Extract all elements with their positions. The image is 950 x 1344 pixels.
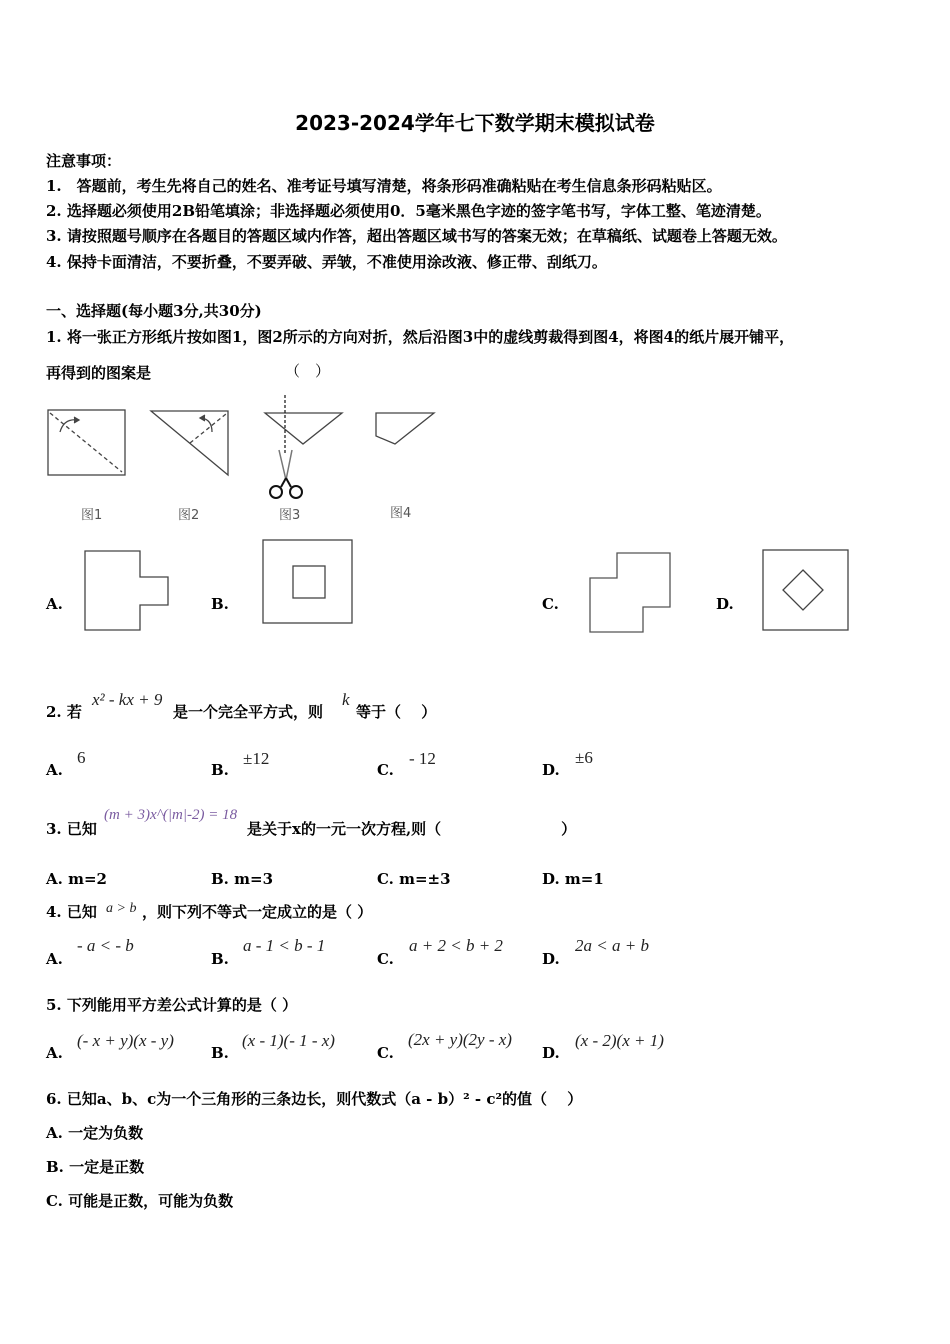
option-label: D. xyxy=(716,595,734,613)
notice-heading: 注意事项： xyxy=(46,152,122,170)
question-4-suffix: ，则下列不等式一定成立的是（ ） xyxy=(142,903,373,921)
question-2-variable: k xyxy=(342,690,350,709)
question-4-condition: a > b xyxy=(106,901,137,916)
notice-item: 2. 选择题必须使用2B铅笔填涂；非选择题必须使用0．5毫米黑色字迹的签字笔书写，字体工整、笔迹清楚。 xyxy=(46,202,771,220)
figure-label: 图2 xyxy=(178,508,200,523)
option-label: D. xyxy=(542,761,560,779)
option: C. 可能是正数，可能为负数 xyxy=(46,1192,234,1210)
option-value: - a < - b xyxy=(77,936,134,955)
answer-blank: （ ） xyxy=(285,362,331,380)
figure-label: 图1 xyxy=(81,508,103,523)
figure-2 xyxy=(151,411,228,475)
question-2-expression: x² - kx + 9 xyxy=(92,690,163,709)
page-title: 2023-2024学年七下数学期末模拟试卷 xyxy=(295,111,655,135)
option-value: a + 2 < b + 2 xyxy=(409,936,503,955)
question-1-stem-cont: 再得到的图案是 xyxy=(46,364,152,382)
question-4-prefix: 4. 已知 xyxy=(46,903,97,921)
option-label: C. xyxy=(377,1044,394,1062)
scissors-icon xyxy=(270,450,302,498)
option-value: 2a < a + b xyxy=(575,936,649,955)
figure-1 xyxy=(48,410,125,475)
question-3-prefix: 3. 已知 xyxy=(46,820,97,838)
option-value: (x - 2)(x + 1) xyxy=(575,1031,664,1050)
option-label: D. xyxy=(542,1044,560,1062)
option-value: - 12 xyxy=(409,749,436,768)
option-value: ±12 xyxy=(243,749,270,768)
option-label: C. xyxy=(377,950,394,968)
option-value: ±6 xyxy=(575,748,593,767)
option-label: B. xyxy=(211,595,229,613)
option-d-figure xyxy=(763,550,848,630)
question-1-stem: 1. 将一张正方形纸片按如图1，图2所示的方向对折，然后沿图3中的虚线剪裁得到图4，将图4的纸片展开铺平， xyxy=(46,328,795,346)
figure-label: 图4 xyxy=(390,506,412,521)
option-label: A. xyxy=(46,1044,63,1062)
figure-3 xyxy=(265,395,342,455)
option-value: a - 1 < b - 1 xyxy=(243,936,326,955)
notice-item: 4. 保持卡面清洁，不要折叠，不要弄破、弄皱，不准使用涂改液、修正带、刮纸刀。 xyxy=(46,253,607,271)
option-value: (2x + y)(2y - x) xyxy=(408,1030,512,1049)
figure-4 xyxy=(376,413,434,444)
option: D. m=1 xyxy=(542,870,604,888)
notice-item: 3. 请按照题号顺序在各题目的答题区域内作答，超出答题区域书写的答案无效；在草稿纸、试题卷上答题无效。 xyxy=(46,227,787,245)
option: C. m=±3 xyxy=(377,870,451,888)
option: A. m=2 xyxy=(46,870,107,888)
option-label: B. xyxy=(211,761,229,779)
question-2-prefix: 2. 若 xyxy=(46,703,82,721)
question-2-text: 是一个完全平方式，则 xyxy=(173,703,324,721)
option-c-figure xyxy=(590,553,670,632)
option-a-figure xyxy=(85,551,168,630)
option-value: 6 xyxy=(77,748,86,767)
question-6-stem: 6. 已知a、b、c为一个三角形的三条边长，则代数式（a - b）² - c²的值（ ） xyxy=(46,1090,583,1108)
option: A. 一定为负数 xyxy=(46,1124,144,1142)
option: B. 一定是正数 xyxy=(46,1158,145,1176)
option-value: (- x + y)(x - y) xyxy=(77,1031,174,1050)
option-label: B. xyxy=(211,1044,229,1062)
question-3-equation: (m + 3)x^(|m|-2) = 18 xyxy=(104,807,238,823)
option-value: (x - 1)(- 1 - x) xyxy=(242,1031,335,1050)
option-label: C. xyxy=(542,595,559,613)
option-label: B. xyxy=(211,950,229,968)
option: B. m=3 xyxy=(211,870,273,888)
section-heading: 一、选择题(每小题3分,共30分) xyxy=(46,302,262,320)
option-label: D. xyxy=(542,950,560,968)
option-label: A. xyxy=(46,595,63,613)
option-label: A. xyxy=(46,761,63,779)
question-5-stem: 5. 下列能用平方差公式计算的是（ ） xyxy=(46,996,298,1014)
option-label: A. xyxy=(46,950,63,968)
figure-label: 图3 xyxy=(279,508,301,523)
notice-item: 1. 答题前，考生先将自己的姓名、准考证号填写清楚，将条形码准确粘贴在考生信息条形码粘贴区。 xyxy=(46,177,722,195)
option-b-figure xyxy=(263,540,352,623)
question-3-suffix: 是关于x的一元一次方程,则（ ） xyxy=(247,820,577,838)
question-2-suffix: 等于（ ） xyxy=(356,703,437,721)
option-label: C. xyxy=(377,761,394,779)
